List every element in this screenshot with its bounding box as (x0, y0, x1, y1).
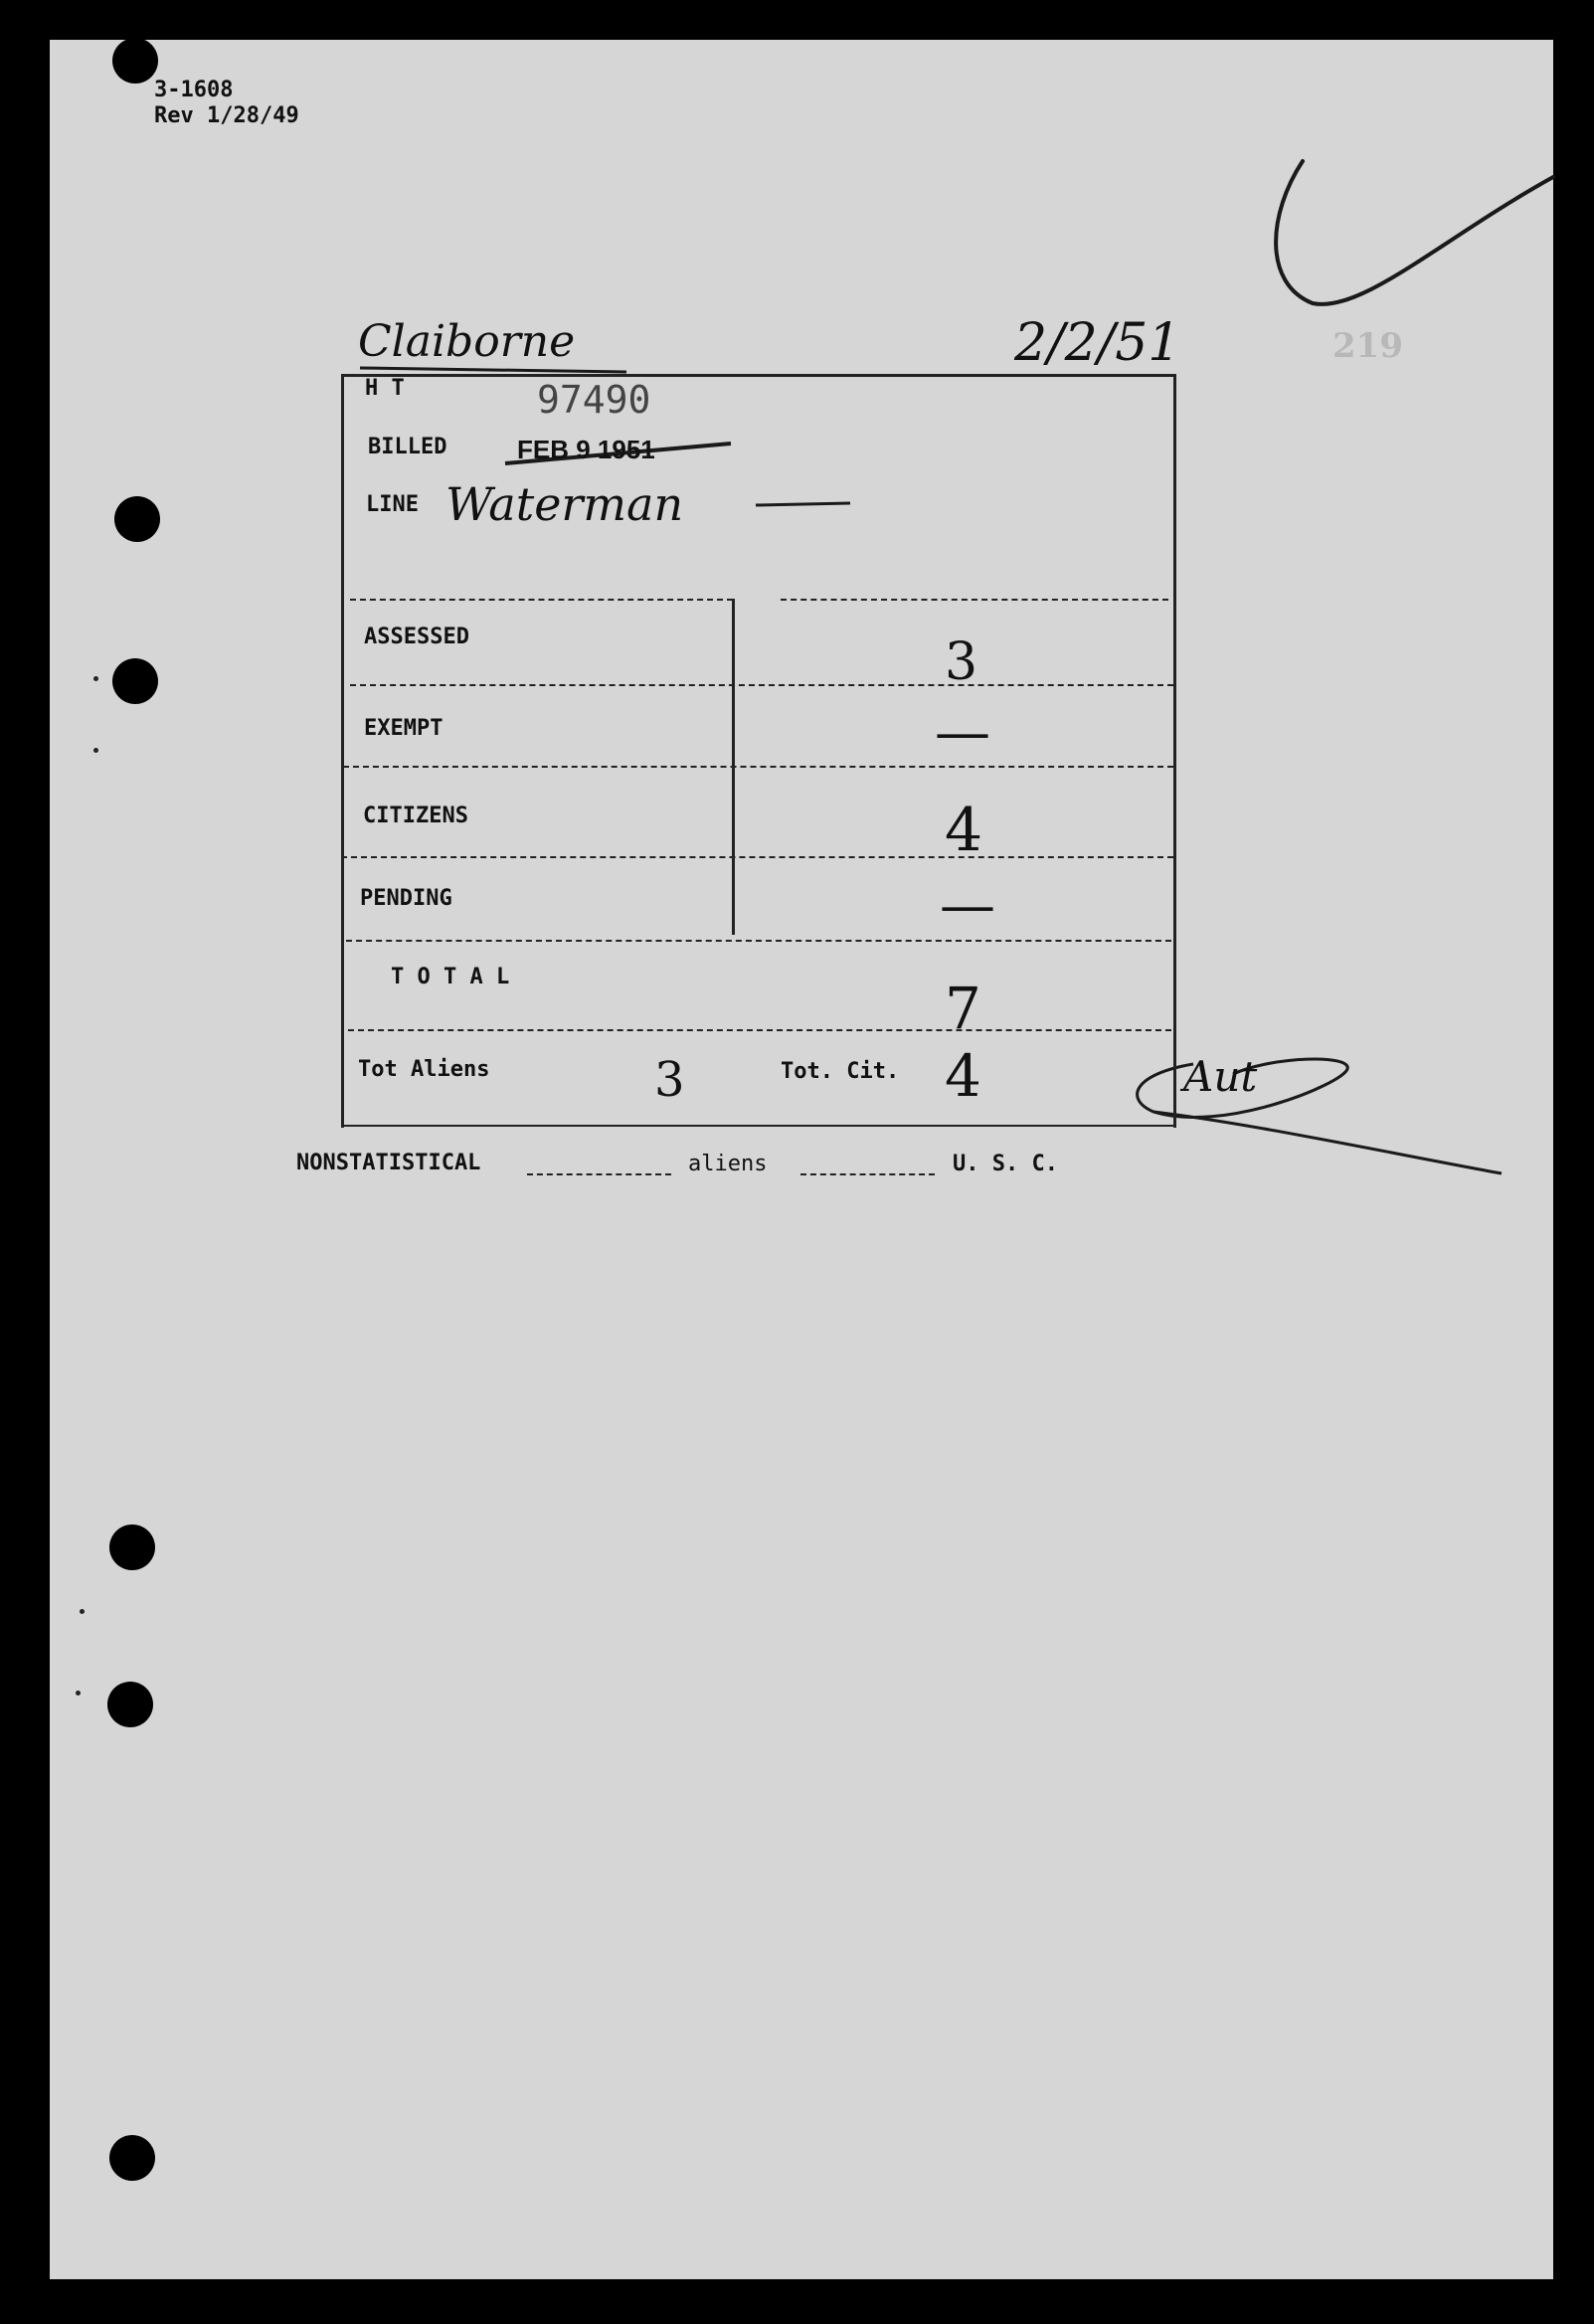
citizens-label: CITIZENS (363, 804, 468, 828)
tot-aliens-label: Tot Aliens (358, 1057, 490, 1082)
row-divider (350, 599, 733, 601)
billed-label: BILLED (368, 435, 447, 459)
aliens-label: aliens (688, 1152, 768, 1176)
assessed-value: 3 (945, 632, 978, 692)
tot-cit-value: 4 (945, 1042, 981, 1110)
pending-value: — (940, 873, 995, 938)
record-date: 2/2/51 (1014, 313, 1181, 373)
total-label: T O T A L (391, 965, 510, 989)
initials-signature: Aut (1183, 1052, 1258, 1101)
row-divider (343, 766, 1173, 768)
row-divider (350, 684, 1173, 686)
box-top (343, 374, 1176, 377)
exempt-label: EXEMPT (364, 716, 443, 741)
aliens-blank (800, 1173, 935, 1175)
ht-label: H T (365, 376, 405, 401)
form-number: 3-1608 (154, 78, 234, 102)
box-bottom (341, 1125, 1176, 1127)
form-revision: Rev 1/28/49 (154, 103, 299, 128)
billed-date: FEB 9 1951 (517, 435, 655, 464)
row-divider (781, 599, 1168, 601)
tot-aliens-value: 3 (654, 1052, 685, 1108)
usc-label: U. S. C. (953, 1152, 1058, 1176)
citizens-value: 4 (945, 796, 983, 865)
total-value: 7 (945, 975, 981, 1042)
tot-cit-label: Tot. Cit. (781, 1059, 900, 1084)
ht-number: 97490 (537, 378, 651, 422)
record-name: Claiborne (358, 316, 576, 367)
row-divider (341, 856, 1173, 858)
box-left (341, 374, 344, 1128)
assessed-label: ASSESSED (364, 625, 469, 649)
row-divider (348, 1029, 1171, 1031)
nonstat-blank (527, 1173, 671, 1175)
line-value: Waterman (445, 477, 684, 531)
box-right (1173, 374, 1176, 1128)
exempt-value: — (935, 700, 990, 765)
row-divider (346, 940, 1171, 942)
line-label: LINE (366, 492, 419, 517)
nonstatistical-label: NONSTATISTICAL (296, 1151, 481, 1175)
page-number: 219 (1332, 326, 1403, 366)
pending-label: PENDING (360, 886, 452, 911)
